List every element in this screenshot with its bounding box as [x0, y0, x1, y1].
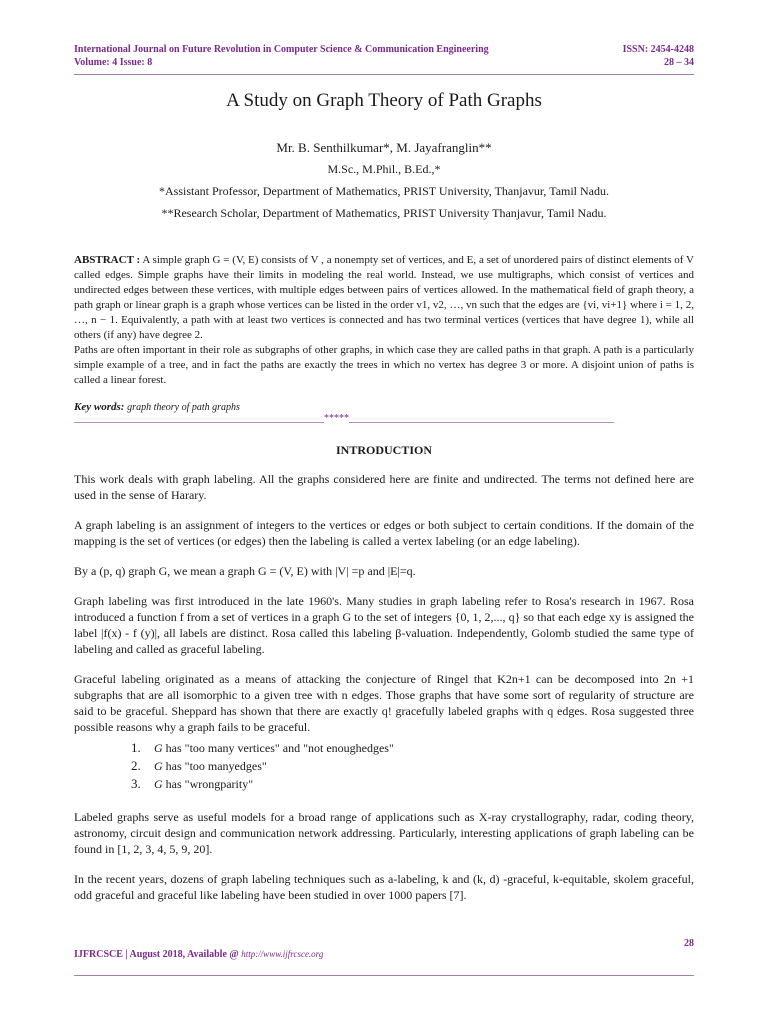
- body-text: [74, 471, 694, 917]
- list-item: [144, 757, 694, 775]
- affiliation-2: **Research Scholar, Department of Mathematics, PRIST University Thanjavur, Tamil Nadu.: [161, 206, 607, 220]
- list-item-text: has "wrongparity": [162, 777, 254, 791]
- paragraph: This work deals with graph labeling. All the graphs considered here are finite and undirected. The terms not defined here are used in the sense of Harary.: [74, 472, 694, 502]
- abstract: [74, 253, 694, 388]
- journal-name: International Journal on Future Revolution in Computer Science & Communication Engineering: [74, 44, 489, 55]
- keywords: [74, 401, 240, 413]
- paragraph: Labeled graphs serve as useful models for a broad range of applications such as X-ray crystallography, radar, coding theory, astronomy, circuit design and communication network addressing. Particularly, interesting applications of graph labeling can be found in [1, 2, 3, 4, 5, 9, 20].: [74, 810, 694, 856]
- volume-issue: Volume: 4 Issue: 8: [74, 57, 153, 68]
- abstract-paragraph-2: Paths are often important in their role as subgraphs of other graphs, in which case they are called paths in that graph. A path is a particularly simple example of a tree, and in fact the paths are exactly the trees in which no vertex has degree 3 or more. A disjoint union of paths is called a linear forest.: [74, 344, 694, 386]
- list-item: [144, 739, 694, 757]
- footer-text: IJFRCSCE | August 2018, Available @: [74, 949, 239, 960]
- paragraph: In the recent years, dozens of graph labeling techniques such as a-labeling, k and (k, d) -graceful, k-equitable, skolem graceful, odd graceful and graceful like labeling have been studied in over 1000 papers [7].: [74, 872, 694, 902]
- list-item-text: has "too many vertices" and "not enoughedges": [162, 741, 394, 755]
- section-heading-introduction: INTRODUCTION: [335, 443, 432, 457]
- graph-variable: G: [154, 759, 163, 773]
- author-degrees: M.Sc., M.Phil., B.Ed.,*: [327, 162, 441, 176]
- paragraph: Graceful labeling originated as a means of attacking the conjecture of Ringel that K2n+1 can be decomposed into 2n +1 subgraphs that are all isomorphic to a given tree with n edges. Those graphs that have some sort of regularity of structure are said to be graceful. Sheppard has shown that there are exactly q! gracefully labeled graphs with q edges. Rosa suggested three possible reasons why a graph fails to be graceful.: [74, 672, 694, 734]
- list-item-text: has "too manyedges": [162, 759, 267, 773]
- section-separator: __________________________________________________*****_____________________________________________________: [74, 413, 614, 424]
- authors: Mr. B. Senthilkumar*, M. Jayafranglin**: [276, 140, 492, 155]
- keywords-label: Key words:: [74, 401, 125, 413]
- footer: [74, 949, 323, 960]
- graph-variable: G: [154, 777, 163, 791]
- page-range: 28 – 34: [664, 57, 694, 68]
- abstract-paragraph-1: A simple graph G = (V, E) consists of V , a nonempty set of vertices, and E, a set of unordered pairs of distinct elements of V called edges. Simple graphs have their limits in modeling the real world. Instead, we use multigraphs, which consist of vertices and undirected edges between these vertices, with multiple edges between pairs of vertices allowed. In the mathematical field of graph theory, a path graph or linear graph is a graph whose vertices can be listed in the order v1, v2, …, vn such that the edges are {vi, vi+1} where i = 1, 2, …, n − 1. Equivalently, a path with at least two vertices is connected and has two terminal vertices (vertices that have degree 1), while all others (if any) have degree 2.: [74, 254, 694, 341]
- reasons-list: [74, 739, 694, 793]
- journal-url-link[interactable]: http://www.ijfrcsce.org: [241, 949, 324, 959]
- issn: ISSN: 2454-4248: [622, 44, 694, 55]
- keywords-value: graph theory of path graphs: [127, 402, 240, 413]
- page-number: 28: [684, 938, 694, 949]
- affiliation-1: *Assistant Professor, Department of Mathematics, PRIST University, Thanjavur, Tamil Nadu.: [158, 184, 610, 198]
- graph-variable: G: [154, 741, 163, 755]
- paragraph: By a (p, q) graph G, we mean a graph G = (V, E) with |V| =p and |E|=q.: [74, 564, 416, 578]
- paper-title: A Study on Graph Theory of Path Graphs: [226, 90, 542, 111]
- footer-divider: [74, 975, 694, 976]
- paragraph: Graph labeling was first introduced in the late 1960's. Many studies in graph labeling refer to Rosa's research in 1967. Rosa introduced a function f from a set of vertices in a graph G to the set of integers {0, 1, 2,..., q} so that each edge xy is assigned the label |f(x) - f (y)|, all labels are distinct. Rosa called this labeling β-valuation. Independently, Golomb studied the same type of labeling and called as graceful labeling.: [74, 594, 694, 656]
- paragraph: A graph labeling is an assignment of integers to the vertices or edges or both subject to certain conditions. If the domain of the mapping is the set of vertices (or edges) then the labeling is called a vertex labeling (or an edge labeling).: [74, 518, 694, 548]
- header-divider: [74, 74, 694, 75]
- list-item: [144, 775, 694, 793]
- abstract-label: ABSTRACT :: [74, 254, 141, 266]
